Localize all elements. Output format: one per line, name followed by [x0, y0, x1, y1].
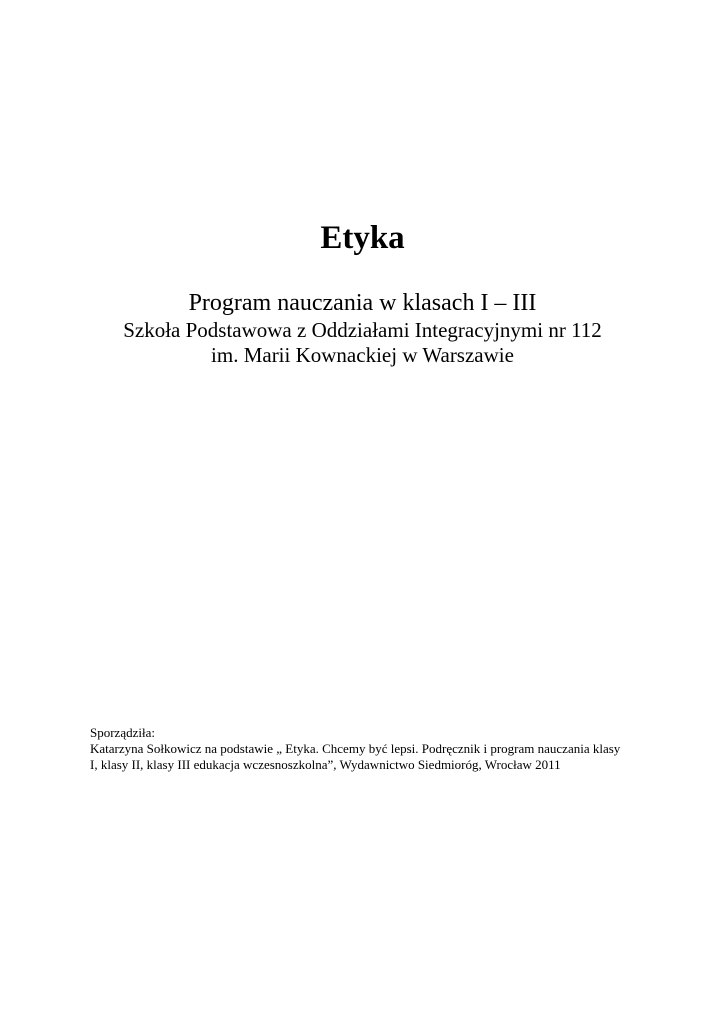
subtitle-block [0, 288, 725, 368]
prepared-by-label: Sporządziła: [90, 725, 155, 740]
prepared-by-text-line-1: Katarzyna Sołkowicz na podstawie „ Etyka. Chcemy być lepsi. Podręcznik i program nauczania klasy [90, 741, 621, 756]
document-title: Etyka [320, 220, 405, 256]
prepared-by-text-line-2: I, klasy II, klasy III edukacja wczesnoszkolna”, Wydawnictwo Siedmioróg, Wrocław 2011 [90, 757, 561, 772]
school-patron-line: im. Marii Kownackiej w Warszawie [211, 343, 514, 367]
school-name-line: Szkoła Podstawowa z Oddziałami Integracyjnymi nr 112 [123, 318, 602, 342]
prepared-by-block [90, 725, 635, 773]
program-subtitle: Program nauczania w klasach I – III [188, 290, 537, 316]
